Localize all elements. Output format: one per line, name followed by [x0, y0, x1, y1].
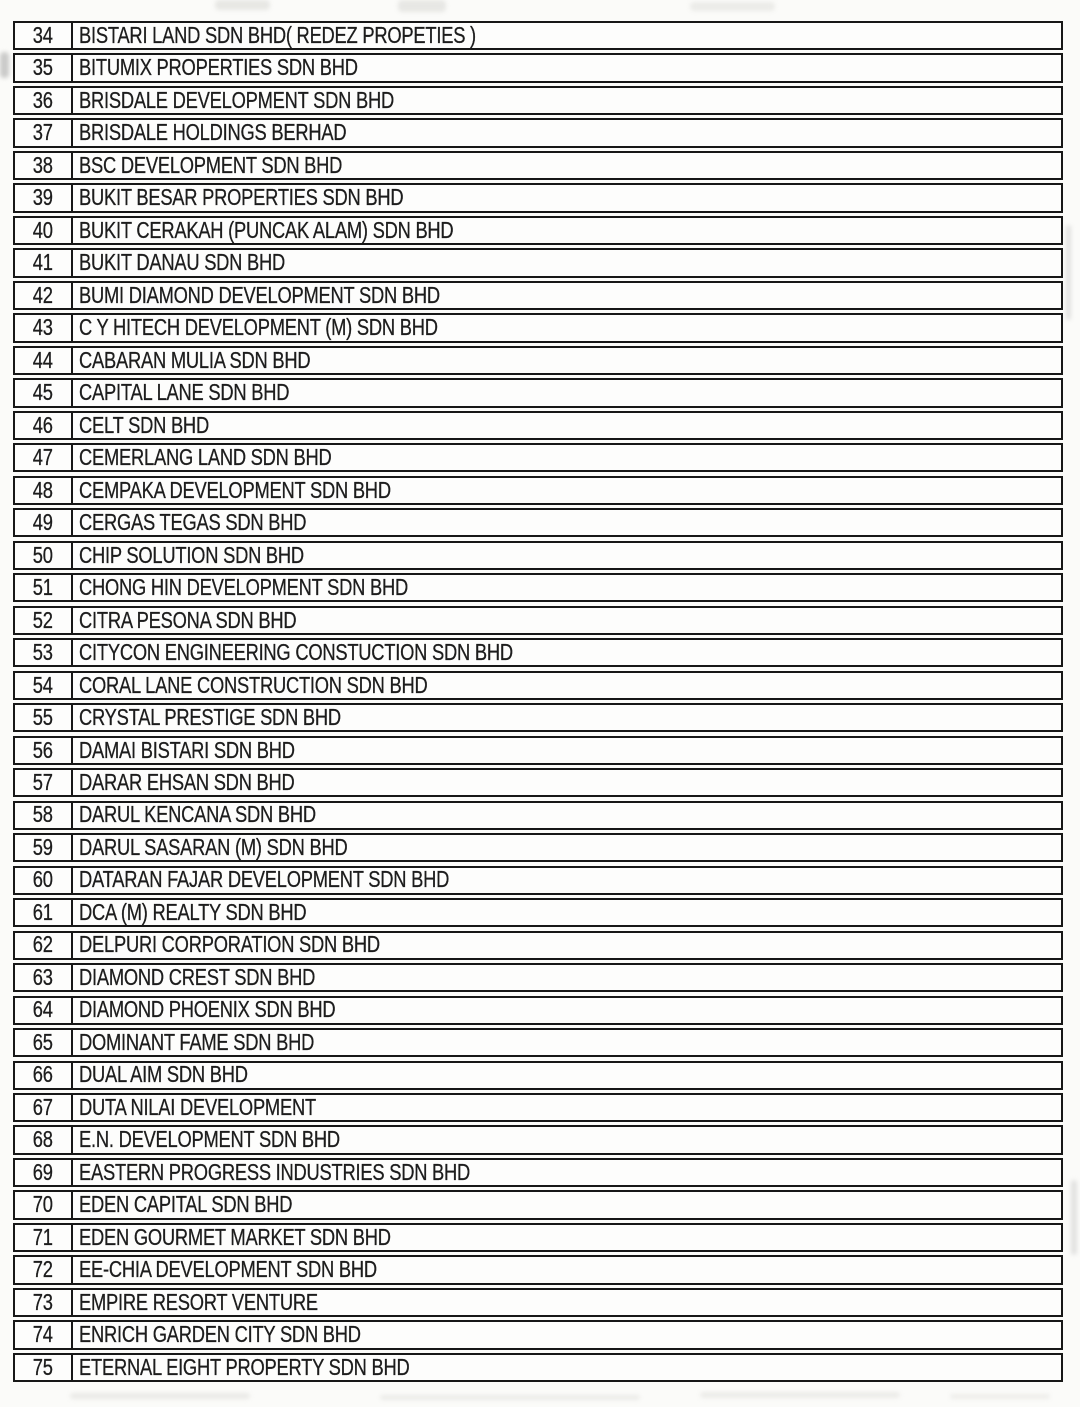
company-name: BUKIT CERAKAH (PUNCAK ALAM) SDN BHD — [79, 217, 454, 243]
scan-artifact — [380, 1395, 640, 1400]
row-number-cell — [15, 998, 73, 1023]
company-name-cell — [73, 283, 1061, 308]
row-number: 46 — [33, 412, 53, 438]
company-name: CAPITAL LANE SDN BHD — [79, 380, 290, 406]
company-name-cell — [73, 23, 1061, 48]
company-name-cell — [73, 608, 1061, 633]
company-name-cell — [73, 413, 1061, 438]
row-number: 58 — [33, 802, 53, 828]
row-number: 50 — [33, 542, 53, 568]
company-name: EMPIRE RESORT VENTURE — [79, 1289, 318, 1315]
company-name-cell — [73, 1322, 1061, 1347]
row-number: 48 — [33, 477, 53, 503]
company-name: ETERNAL EIGHT PROPERTY SDN BHD — [79, 1354, 410, 1380]
table-row — [13, 1255, 1063, 1284]
company-name-cell — [73, 1095, 1061, 1120]
table-row — [13, 508, 1063, 537]
company-name: DCA (M) REALTY SDN BHD — [79, 900, 307, 925]
company-name-cell — [73, 1257, 1061, 1282]
row-number-cell — [15, 315, 73, 340]
table-row — [13, 1093, 1063, 1122]
table-row — [13, 118, 1063, 147]
row-number-cell — [15, 88, 73, 113]
company-name-cell — [73, 1225, 1061, 1250]
row-number: 38 — [33, 152, 53, 178]
row-number-cell — [15, 543, 73, 568]
row-number-cell — [15, 55, 73, 80]
table-row — [13, 313, 1063, 342]
table-row — [13, 606, 1063, 635]
company-name: C Y HITECH DEVELOPMENT (M) SDN BHD — [79, 315, 438, 341]
table-row — [13, 378, 1063, 407]
company-name-cell — [73, 998, 1061, 1023]
row-number: 36 — [33, 87, 53, 113]
company-name: BUKIT BESAR PROPERTIES SDN BHD — [79, 185, 404, 211]
table-row — [13, 53, 1063, 82]
row-number: 49 — [33, 510, 53, 536]
company-name: BISTARI LAND SDN BHD( REDEZ PROPETIES ) — [79, 23, 476, 48]
company-name: CHONG HIN DEVELOPMENT SDN BHD — [79, 575, 408, 601]
company-name-cell — [73, 770, 1061, 795]
row-number: 34 — [33, 23, 53, 48]
row-number-cell — [15, 1063, 73, 1088]
company-name: CELT SDN BHD — [79, 412, 209, 438]
company-name: DIAMOND PHOENIX SDN BHD — [79, 997, 336, 1023]
company-name: EE-CHIA DEVELOPMENT SDN BHD — [79, 1257, 377, 1283]
company-name: DUTA NILAI DEVELOPMENT — [79, 1094, 316, 1120]
row-number-cell — [15, 608, 73, 633]
table-row — [13, 216, 1063, 245]
scan-artifact — [1066, 225, 1071, 320]
row-number: 45 — [33, 380, 53, 406]
scan-artifact — [690, 2, 775, 11]
table-row — [13, 183, 1063, 212]
row-number: 71 — [33, 1224, 53, 1250]
row-number: 43 — [33, 315, 53, 341]
company-name: CABARAN MULIA SDN BHD — [79, 347, 311, 373]
row-number: 42 — [33, 282, 53, 308]
row-number-cell — [15, 900, 73, 925]
row-number: 39 — [33, 185, 53, 211]
row-number: 52 — [33, 607, 53, 633]
company-name: EDEN GOURMET MARKET SDN BHD — [79, 1224, 391, 1250]
table-row — [13, 1190, 1063, 1219]
company-name: DARUL SASARAN (M) SDN BHD — [79, 835, 348, 860]
row-number-cell — [15, 1355, 73, 1380]
company-name-cell — [73, 153, 1061, 178]
company-list-table — [13, 21, 1063, 1382]
row-number: 51 — [33, 575, 53, 601]
row-number: 72 — [33, 1257, 53, 1283]
company-name: CERGAS TEGAS SDN BHD — [79, 510, 307, 536]
scan-artifact — [700, 1392, 900, 1398]
table-row — [13, 736, 1063, 765]
row-number-cell — [15, 933, 73, 958]
company-name-cell — [73, 315, 1061, 340]
row-number-cell — [15, 835, 73, 860]
row-number-cell — [15, 185, 73, 210]
row-number: 59 — [33, 835, 53, 860]
table-row — [13, 1158, 1063, 1187]
company-name-cell — [73, 445, 1061, 470]
table-row — [13, 963, 1063, 992]
company-name-cell — [73, 88, 1061, 113]
row-number: 35 — [33, 55, 53, 81]
table-row — [13, 638, 1063, 667]
row-number-cell — [15, 250, 73, 275]
company-name: DARAR EHSAN SDN BHD — [79, 770, 295, 795]
company-name-cell — [73, 1127, 1061, 1152]
company-name: CITRA PESONA SDN BHD — [79, 607, 297, 633]
company-name-cell — [73, 510, 1061, 535]
row-number-cell — [15, 673, 73, 698]
row-number-cell — [15, 1290, 73, 1315]
row-number: 44 — [33, 347, 53, 373]
company-name: CEMPAKA DEVELOPMENT SDN BHD — [79, 477, 391, 503]
row-number: 54 — [33, 672, 53, 698]
table-row — [13, 768, 1063, 797]
company-name-cell — [73, 348, 1061, 373]
company-name: DELPURI CORPORATION SDN BHD — [79, 932, 380, 958]
company-name-cell — [73, 1030, 1061, 1055]
company-name-cell — [73, 673, 1061, 698]
row-number: 47 — [33, 445, 53, 471]
company-name: DATARAN FAJAR DEVELOPMENT SDN BHD — [79, 867, 450, 893]
table-row — [13, 1288, 1063, 1317]
table-row — [13, 1028, 1063, 1057]
scan-artifact — [215, 0, 270, 10]
company-name: EASTERN PROGRESS INDUSTRIES SDN BHD — [79, 1159, 471, 1185]
row-number: 61 — [33, 900, 53, 925]
company-name-cell — [73, 705, 1061, 730]
table-row — [13, 573, 1063, 602]
row-number-cell — [15, 640, 73, 665]
company-name: EDEN CAPITAL SDN BHD — [79, 1192, 293, 1218]
row-number: 40 — [33, 217, 53, 243]
row-number-cell — [15, 380, 73, 405]
table-row — [13, 476, 1063, 505]
row-number: 64 — [33, 997, 53, 1023]
table-row — [13, 541, 1063, 570]
row-number: 70 — [33, 1192, 53, 1218]
company-name: BRISDALE HOLDINGS BERHAD — [79, 120, 347, 146]
company-name-cell — [73, 1355, 1061, 1380]
company-name: ENRICH GARDEN CITY SDN BHD — [79, 1322, 361, 1348]
company-name: DAMAI BISTARI SDN BHD — [79, 737, 295, 763]
row-number-cell — [15, 575, 73, 600]
company-name-cell — [73, 900, 1061, 925]
table-row — [13, 86, 1063, 115]
company-name: DUAL AIM SDN BHD — [79, 1062, 248, 1088]
scan-artifact — [0, 52, 9, 78]
company-name: CHIP SOLUTION SDN BHD — [79, 542, 304, 568]
company-name-cell — [73, 803, 1061, 828]
company-name-cell — [73, 380, 1061, 405]
row-number: 53 — [33, 640, 53, 666]
company-name: DOMINANT FAME SDN BHD — [79, 1030, 315, 1055]
row-number-cell — [15, 1160, 73, 1185]
row-number-cell — [15, 770, 73, 795]
row-number: 57 — [33, 770, 53, 795]
row-number-cell — [15, 1257, 73, 1282]
row-number-cell — [15, 1127, 73, 1152]
table-row — [13, 346, 1063, 375]
row-number-cell — [15, 1322, 73, 1347]
table-row — [13, 801, 1063, 830]
row-number: 68 — [33, 1127, 53, 1153]
row-number-cell — [15, 413, 73, 438]
company-name-cell — [73, 1290, 1061, 1315]
company-name: BITUMIX PROPERTIES SDN BHD — [79, 55, 358, 81]
company-name-cell — [73, 1192, 1061, 1217]
company-name: BUMI DIAMOND DEVELOPMENT SDN BHD — [79, 282, 440, 308]
company-name-cell — [73, 868, 1061, 893]
row-number: 65 — [33, 1030, 53, 1055]
company-name-cell — [73, 55, 1061, 80]
scan-artifact — [950, 1394, 1050, 1399]
table-row — [13, 898, 1063, 927]
scan-artifact — [398, 0, 446, 12]
company-name-cell — [73, 640, 1061, 665]
row-number-cell — [15, 120, 73, 145]
row-number: 37 — [33, 120, 53, 146]
row-number-cell — [15, 1225, 73, 1250]
row-number-cell — [15, 738, 73, 763]
row-number: 75 — [33, 1354, 53, 1380]
table-row — [13, 1353, 1063, 1382]
company-name: E.N. DEVELOPMENT SDN BHD — [79, 1127, 340, 1153]
company-name-cell — [73, 218, 1061, 243]
row-number-cell — [15, 965, 73, 990]
company-name: DIAMOND CREST SDN BHD — [79, 965, 316, 990]
company-name: BUKIT DANAU SDN BHD — [79, 250, 286, 276]
row-number: 63 — [33, 965, 53, 990]
company-name-cell — [73, 1063, 1061, 1088]
row-number-cell — [15, 348, 73, 373]
table-row — [13, 1125, 1063, 1154]
row-number: 73 — [33, 1289, 53, 1315]
row-number: 41 — [33, 250, 53, 276]
table-row — [13, 866, 1063, 895]
row-number: 67 — [33, 1094, 53, 1120]
company-name-cell — [73, 250, 1061, 275]
row-number-cell — [15, 1030, 73, 1055]
company-name-cell — [73, 1160, 1061, 1185]
row-number: 56 — [33, 737, 53, 763]
company-name: DARUL KENCANA SDN BHD — [79, 802, 316, 828]
row-number-cell — [15, 1095, 73, 1120]
company-name: CITYCON ENGINEERING CONSTUCTION SDN BHD — [79, 640, 513, 666]
table-row — [13, 248, 1063, 277]
row-number-cell — [15, 218, 73, 243]
table-row — [13, 703, 1063, 732]
row-number: 62 — [33, 932, 53, 958]
table-row — [13, 281, 1063, 310]
company-name-cell — [73, 933, 1061, 958]
scan-artifact — [70, 1393, 250, 1399]
company-name-cell — [73, 478, 1061, 503]
company-name: BSC DEVELOPMENT SDN BHD — [79, 152, 343, 178]
table-row — [13, 833, 1063, 862]
company-name-cell — [73, 185, 1061, 210]
table-row — [13, 151, 1063, 180]
row-number-cell — [15, 478, 73, 503]
company-name: CORAL LANE CONSTRUCTION SDN BHD — [79, 672, 428, 698]
table-row — [13, 671, 1063, 700]
table-row — [13, 996, 1063, 1025]
table-row — [13, 1223, 1063, 1252]
scan-artifact — [1071, 1180, 1077, 1255]
row-number-cell — [15, 445, 73, 470]
company-name-cell — [73, 738, 1061, 763]
table-row — [13, 443, 1063, 472]
company-name: CEMERLANG LAND SDN BHD — [79, 445, 332, 471]
table-row — [13, 411, 1063, 440]
company-name: BRISDALE DEVELOPMENT SDN BHD — [79, 87, 394, 113]
table-row — [13, 21, 1063, 50]
row-number-cell — [15, 510, 73, 535]
row-number-cell — [15, 1192, 73, 1217]
company-name-cell — [73, 965, 1061, 990]
row-number-cell — [15, 705, 73, 730]
row-number-cell — [15, 153, 73, 178]
company-name-cell — [73, 835, 1061, 860]
row-number: 66 — [33, 1062, 53, 1088]
row-number-cell — [15, 23, 73, 48]
company-name: CRYSTAL PRESTIGE SDN BHD — [79, 705, 341, 731]
row-number-cell — [15, 803, 73, 828]
table-row — [13, 1320, 1063, 1349]
row-number: 69 — [33, 1159, 53, 1185]
row-number: 74 — [33, 1322, 53, 1348]
row-number: 55 — [33, 705, 53, 731]
row-number: 60 — [33, 867, 53, 893]
company-name-cell — [73, 543, 1061, 568]
table-row — [13, 931, 1063, 960]
row-number-cell — [15, 868, 73, 893]
row-number-cell — [15, 283, 73, 308]
company-name-cell — [73, 120, 1061, 145]
company-name-cell — [73, 575, 1061, 600]
table-row — [13, 1061, 1063, 1090]
